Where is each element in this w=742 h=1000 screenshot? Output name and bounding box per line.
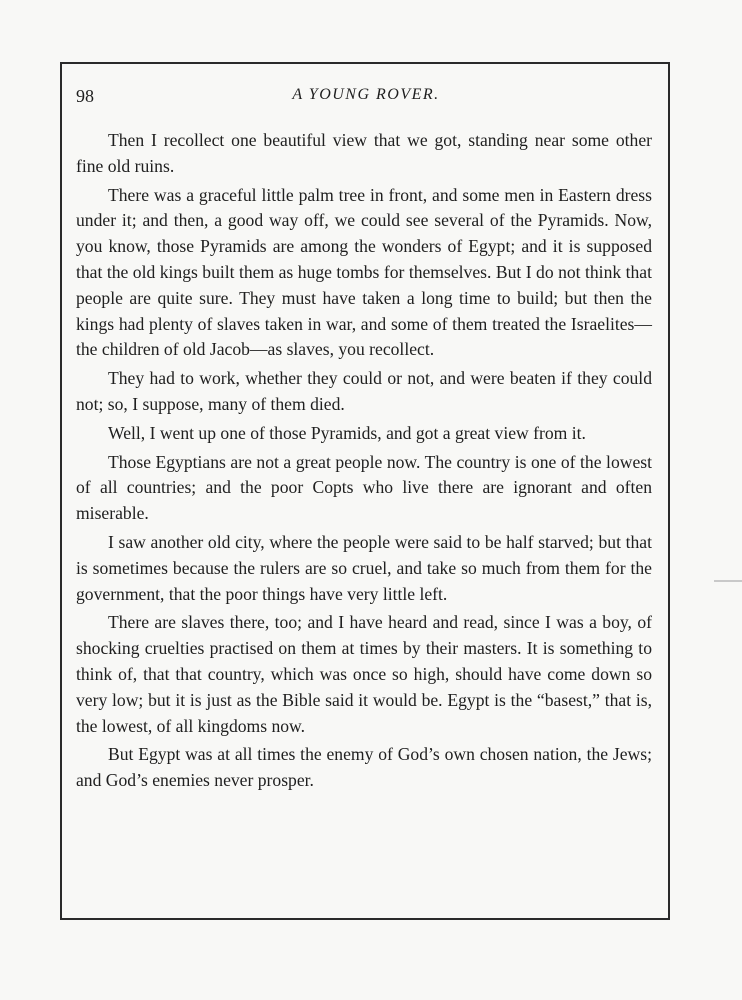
paragraph: I saw another old city, where the people were said to be half starved; but that is sometimes because the rulers are so cruel, and take so much from them for the government, that the poor things have very little left. (76, 531, 652, 604)
paragraph: But Egypt was at all times the enemy of God’s own chosen nation, the Jews; and God’s enemies never prosper. (76, 744, 652, 791)
page-number: 98 (76, 86, 94, 106)
running-title: A YOUNG ROVER. (292, 86, 440, 103)
page-edge-mark (714, 580, 742, 582)
paragraph: Those Egyptians are not a great people now. The country is one of the lowest of all countries; and the poor Copts who live there are ignorant and often miserable. (76, 451, 652, 524)
paragraph: Then I recollect one beautiful view that we got, standing near some other fine old ruins. (76, 130, 652, 176)
paragraph: There was a graceful little palm tree in front, and some men in Eastern dress under it; and then, a good way off, we could see several of the Pyramids. Now, you know, those Pyramids are among the wonders of Egypt; and it is supposed that the old kings built them as huge tombs for themselves. But I do not think that people are quite sure. They must have taken a long time to build; but then the kings had plenty of slaves taken in war, and some of them treated the Israelites—the children of old Jacob—as slaves, you recollect. (76, 184, 652, 360)
paragraph: Well, I went up one of those Pyramids, and got a great view from it. (108, 422, 586, 443)
paragraph: There are slaves there, too; and I have heard and read, since I was a boy, of shocking cruelties practised on them at times by their masters. It is something to think of, that that country, which was once so high, should have come down so very low; but it is just as the Bible said it would be. Egypt is the “basest,” that is, the lowest, of all kingdoms now. (76, 612, 652, 736)
page-header (76, 86, 656, 110)
paragraph: They had to work, whether they could or not, and were beaten if they could not; so, I suppose, many of them died. (76, 368, 652, 414)
body-text (76, 128, 652, 797)
